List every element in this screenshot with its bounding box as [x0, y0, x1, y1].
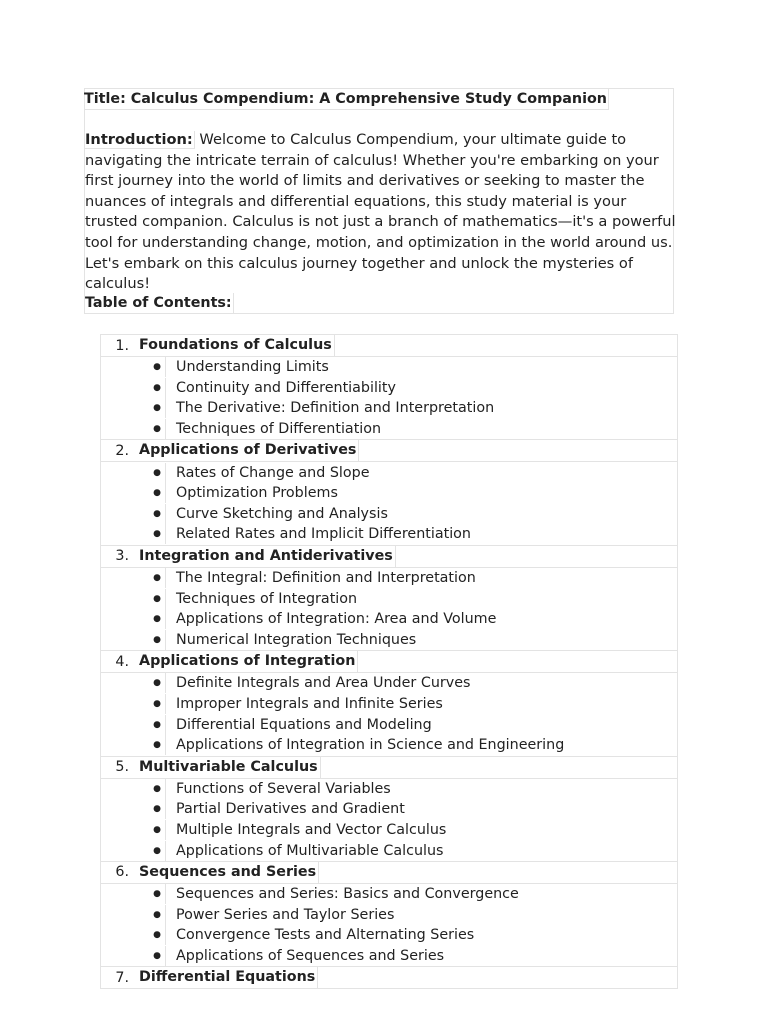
toc-section-heading: [101, 545, 677, 567]
section-number: 3.: [115, 548, 129, 565]
bullet-icon: ●: [149, 715, 166, 735]
section-number: 4.: [115, 653, 129, 670]
subtopic-label: Applications of Multivariable Calculus: [176, 842, 444, 859]
subtopic-item: [101, 694, 677, 715]
subtopic-label: Sequences and Series: Basics and Convergence: [176, 886, 519, 903]
section-title: Sequences and Series: [139, 862, 319, 883]
subtopic-item: [101, 504, 677, 525]
subtopic-label: Multiple Integrals and Vector Calculus: [176, 821, 447, 838]
bullet-icon: ●: [149, 524, 166, 544]
subtopic-item: [101, 378, 677, 399]
subtopic-item: [101, 820, 677, 841]
bullet-icon: ●: [149, 735, 166, 755]
subtopic-label: Techniques of Integration: [176, 590, 358, 607]
subtopic-item: [101, 609, 677, 630]
subtopic-list: [101, 672, 677, 755]
toc-section: [101, 650, 677, 755]
subtopic-item: [101, 884, 677, 905]
subtopic-item: [101, 946, 677, 967]
subtopic-label: The Derivative: Definition and Interpretation: [176, 400, 495, 417]
subtopic-label: Differential Equations and Modeling: [176, 716, 432, 733]
section-title: Differential Equations: [139, 967, 318, 988]
section-title: Multivariable Calculus: [139, 757, 321, 778]
bullet-icon: ●: [149, 398, 166, 418]
section-number: 2.: [115, 442, 129, 459]
toc-section: [101, 439, 677, 544]
document-title: Title: Calculus Compendium: A Comprehensive Study Companion: [84, 89, 609, 110]
subtopic-list: [101, 461, 677, 544]
bullet-icon: ●: [149, 799, 166, 819]
subtopic-list: [101, 356, 677, 439]
subtopic-label: Related Rates and Implicit Differentiation: [176, 526, 471, 543]
introduction-label: Introduction:: [85, 131, 193, 148]
subtopic-item: [101, 925, 677, 946]
section-number: 6.: [115, 864, 129, 881]
subtopic-label: Rates of Change and Slope: [176, 464, 370, 481]
table-of-contents-heading: Table of Contents:: [85, 293, 234, 314]
subtopic-item: [101, 630, 677, 651]
subtopic-item: [101, 735, 677, 756]
bullet-icon: ●: [149, 463, 166, 483]
subtopic-label: Numerical Integration Techniques: [176, 631, 417, 648]
toc-section-heading: [101, 439, 677, 461]
section-number: 5.: [115, 759, 129, 775]
bullet-icon: ●: [149, 483, 166, 503]
bullet-icon: ●: [149, 694, 166, 714]
toc-section-heading: [101, 650, 677, 672]
subtopic-label: Optimization Problems: [176, 485, 338, 502]
section-number: 7.: [115, 969, 129, 986]
subtopic-item: [101, 799, 677, 820]
toc-section: [101, 545, 677, 650]
section-title: Applications of Integration: [139, 651, 358, 672]
toc-section-heading: [101, 966, 677, 988]
bullet-icon: ●: [149, 419, 166, 439]
introduction-text: Welcome to Calculus Compendium, your ultimate guide to navigating the intricate terrain of calculus! Whether you're embarking on your first journey into the world of limits and derivatives or seeking to master the nuances of integrals and differential equations, this study material is your trusted companion. Calculus is not just a branch of mathematics—it's a powerful tool for understanding change, motion, and optimization in the world around us. Let's embark on this calculus journey together and unlock the mysteries of calculus!: [85, 131, 676, 293]
subtopic-label: Partial Derivatives and Gradient: [176, 801, 405, 818]
subtopic-list: [101, 883, 677, 966]
bullet-icon: ●: [149, 568, 166, 588]
subtopic-label: Functions of Several Variables: [176, 780, 391, 797]
section-title: Integration and Antiderivatives: [139, 546, 396, 567]
subtopic-item: [101, 568, 677, 589]
subtopic-label: Applications of Integration: Area and Volume: [176, 611, 497, 628]
subtopic-item: [101, 357, 677, 378]
section-title: Applications of Derivatives: [139, 440, 359, 461]
bullet-icon: ●: [149, 630, 166, 650]
bullet-icon: ●: [149, 589, 166, 609]
subtopic-item: [101, 483, 677, 504]
bullet-icon: ●: [149, 779, 166, 799]
bullet-icon: ●: [149, 609, 166, 629]
bullet-icon: ●: [149, 905, 166, 925]
section-title: Foundations of Calculus: [139, 335, 335, 356]
subtopic-item: [101, 419, 677, 440]
subtopic-label: Curve Sketching and Analysis: [176, 505, 388, 522]
toc-section-heading: [101, 861, 677, 883]
subtopic-item: [101, 462, 677, 483]
toc-section-heading: [101, 756, 677, 778]
subtopic-label: Improper Integrals and Infinite Series: [176, 696, 443, 713]
subtopic-list: [101, 778, 677, 861]
bullet-icon: ●: [149, 820, 166, 840]
subtopic-list: [101, 567, 677, 650]
subtopic-label: Techniques of Differentiation: [176, 421, 382, 438]
bullet-icon: ●: [149, 504, 166, 524]
toc-section: [101, 861, 677, 966]
section-number: 1.: [115, 337, 129, 354]
toc-section: [101, 756, 677, 861]
subtopic-item: [101, 714, 677, 735]
introduction-paragraph: [85, 130, 677, 295]
subtopic-label: Power Series and Taylor Series: [176, 906, 395, 923]
toc-section: [101, 966, 677, 988]
subtopic-item: [101, 779, 677, 800]
subtopic-item: [101, 673, 677, 694]
subtopic-label: Continuity and Differentiability: [176, 379, 396, 396]
bullet-icon: ●: [149, 378, 166, 398]
subtopic-item: [101, 840, 677, 861]
subtopic-item: [101, 398, 677, 419]
table-of-contents-list: [100, 334, 678, 989]
subtopic-label: Definite Integrals and Area Under Curves: [176, 675, 471, 692]
subtopic-item: [101, 588, 677, 609]
bullet-icon: ●: [149, 884, 166, 904]
toc-section: [101, 334, 677, 439]
subtopic-label: Convergence Tests and Alternating Series: [176, 927, 475, 944]
subtopic-label: Understanding Limits: [176, 359, 329, 376]
subtopic-label: Applications of Integration in Science and Engineering: [176, 737, 565, 754]
subtopic-item: [101, 904, 677, 925]
toc-section-heading: [101, 334, 677, 356]
bullet-icon: ●: [149, 357, 166, 377]
subtopic-item: [101, 524, 677, 545]
bullet-icon: ●: [149, 946, 166, 966]
subtopic-label: The Integral: Definition and Interpretation: [176, 570, 476, 587]
bullet-icon: ●: [149, 925, 166, 945]
bullet-icon: ●: [149, 841, 166, 861]
subtopic-label: Applications of Sequences and Series: [176, 947, 445, 964]
bullet-icon: ●: [149, 673, 166, 693]
